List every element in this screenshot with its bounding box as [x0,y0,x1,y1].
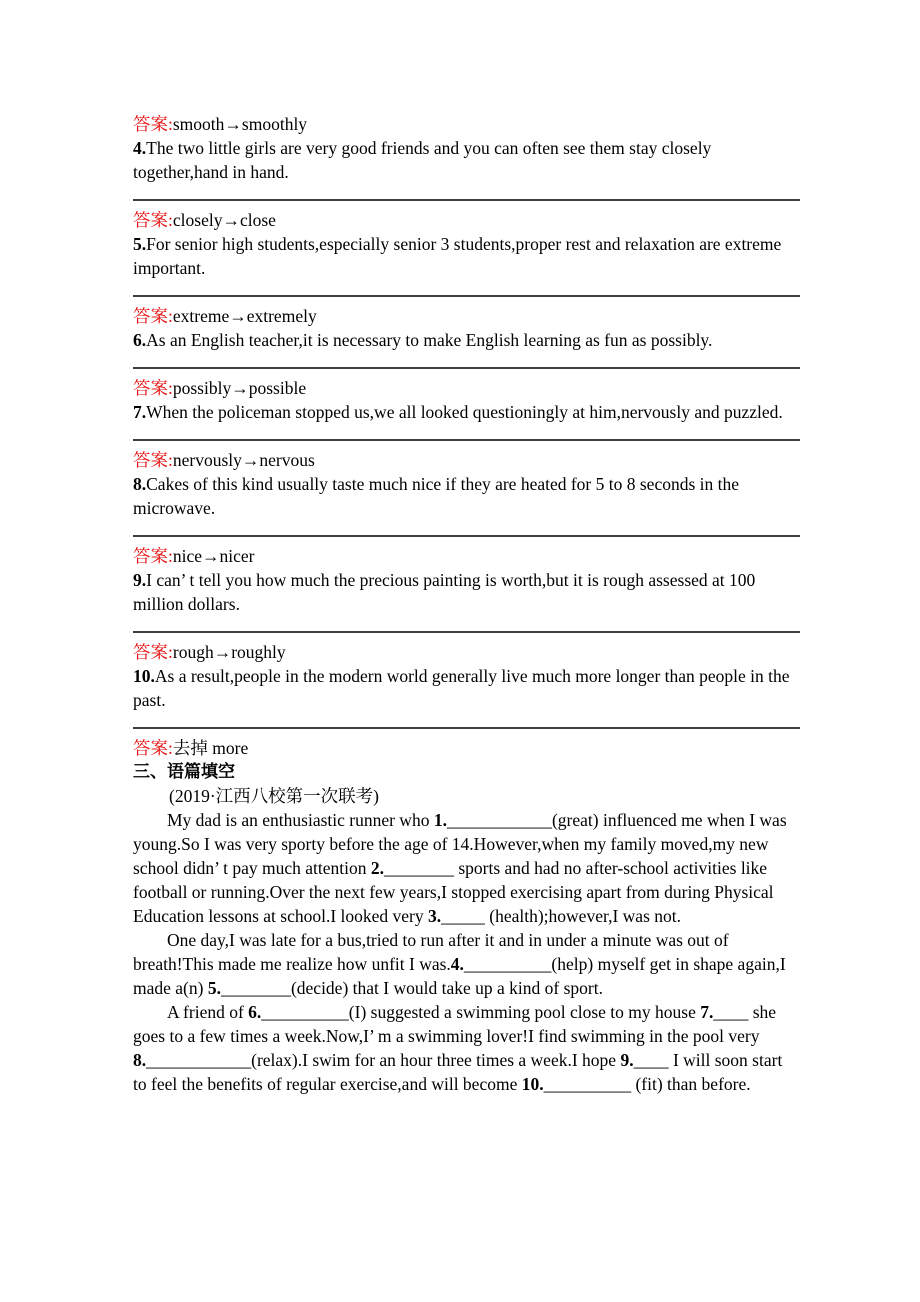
question-number: 4. [133,138,147,158]
question-number: 9. [133,570,147,590]
passage-source: (2019·江西八校第一次联考) [169,786,379,806]
answer-value: smooth→smoothly [172,114,308,134]
answer-label: 答案: [133,450,173,470]
section-heading: 三、语篇填空 [133,762,235,781]
answer-line [133,376,800,400]
answer-value: nice→nicer [172,546,255,566]
question-number: 8. [133,474,147,494]
answer-value: 去掉 more [172,738,249,758]
answer-line [133,112,800,136]
question-text: For senior high students,especially senior 3 students,proper rest and relaxation are extreme important. [133,234,782,278]
answer-blank-rule [133,367,800,369]
answer-line [133,640,800,664]
question-text: As a result,people in the modern world generally live much more longer than people in the past. [133,666,790,710]
answer-label: 答案: [133,738,173,758]
answer-value: possibly→possible [172,378,307,398]
answer-label: 答案: [133,114,173,134]
question-sentence [133,664,800,712]
answer-line [133,448,800,472]
question-sentence [133,472,800,520]
answer-blank-rule [133,727,800,729]
answer-line [133,736,800,760]
passage-paragraph: A friend of 6.__________(I) suggested a swimming pool close to my house 7.____ she goes to a few times a week.Now,I’ m a swimming lover!I find swimming in the pool very 8.____________(relax).I swim for an hour three times a week.I hope 9.____ I will soon start to feel the benefits of regular exercise,and will become 10.__________ (fit) than before. [133,1002,783,1094]
question-sentence [133,232,800,280]
question-number: 5. [133,234,147,254]
answer-label: 答案: [133,546,173,566]
answer-blank-rule [133,199,800,201]
answer-line [133,208,800,232]
question-sentence [133,328,800,352]
question-number: 6. [133,330,147,350]
answer-label: 答案: [133,306,173,326]
answer-line [133,304,800,328]
passage-paragraph: My dad is an enthusiastic runner who 1.____________(great) influenced me when I was young.So I was very sporty before the age of 14.However,when my family moved,my new school didn’ t pay much attention 2.________ sports and had no after-school activities like football or running.Over the next few years,I stopped exercising apart from during Physical Education lessons at school.I looked very 3._____ (health);however,I was not. [133,810,787,926]
answer-label: 答案: [133,210,173,230]
answer-value: closely→close [172,210,276,230]
question-number: 10. [133,666,155,686]
question-text: The two little girls are very good friends and you can often see them stay closely together,hand in hand. [133,138,712,182]
answer-blank-rule [133,295,800,297]
question-sentence [133,400,800,424]
answer-blank-rule [133,535,800,537]
answer-blank-rule [133,631,800,633]
question-sentence [133,136,800,184]
answer-value: nervously→nervous [172,450,315,470]
answer-value: extreme→extremely [172,306,317,326]
question-text: I can’ t tell you how much the precious painting is worth,but it is rough assessed at 100 million dollars. [133,570,756,614]
answer-value: rough→roughly [172,642,286,662]
question-text: Cakes of this kind usually taste much nice if they are heated for 5 to 8 seconds in the microwave. [133,474,740,518]
answer-line [133,544,800,568]
passage-paragraph: One day,I was late for a bus,tried to run after it and in under a minute was out of breath!This made me realize how unfit I was.4.__________(help) myself get in shape again,I made a(n) 5.________(decide) that I would take up a kind of sport. [133,930,786,998]
question-text: As an English teacher,it is necessary to make English learning as fun as possibly. [146,330,713,350]
answer-label: 答案: [133,378,173,398]
question-number: 7. [133,402,147,422]
answer-label: 答案: [133,642,173,662]
question-text: When the policeman stopped us,we all looked questioningly at him,nervously and puzzled. [146,402,783,422]
question-sentence [133,568,800,616]
answer-blank-rule [133,439,800,441]
